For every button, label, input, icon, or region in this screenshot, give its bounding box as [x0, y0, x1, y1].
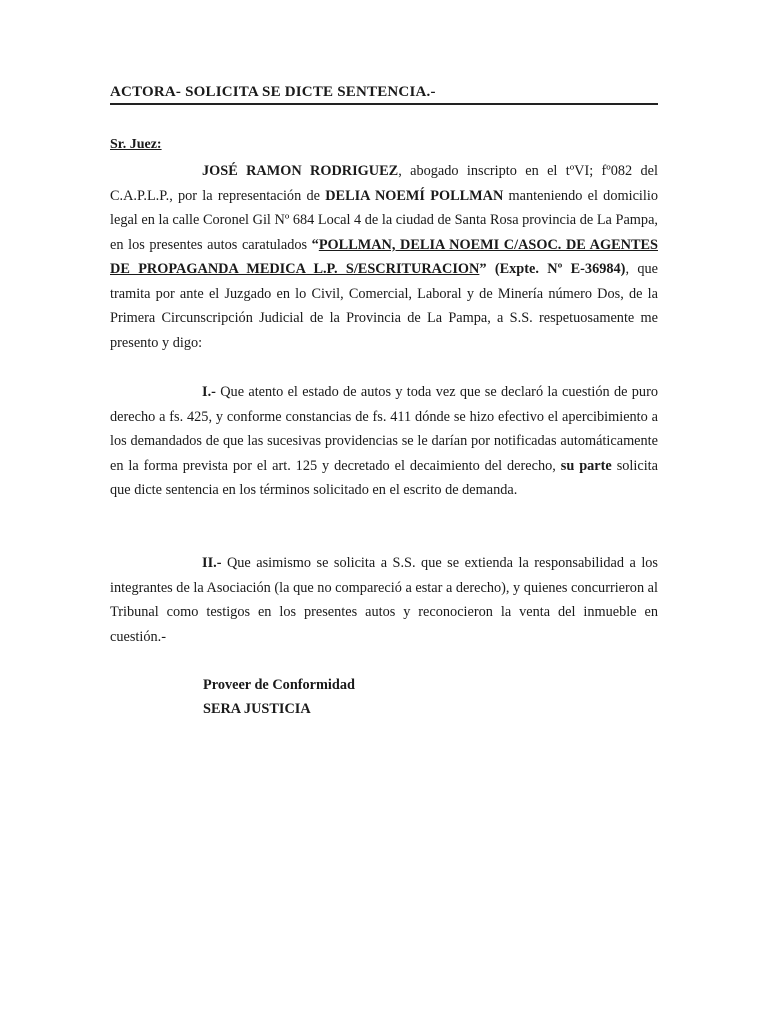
section-1-label: I.- — [202, 384, 216, 400]
intro-paragraph — [110, 159, 658, 355]
intro-text-3: , que tramita por ante el Juzgado en lo Civil, Comercial, Laboral y de Minería número Dos, de la Primera Circunscripción Judicial de la Provincia de La Pampa, a S.S. respetuosamente me presento y digo: — [110, 261, 658, 351]
closing-line-1: Proveer de Conformidad — [203, 677, 355, 693]
section-1-text-1: Que atento el estado de autos y toda vez que se declaró la cuestión de puro derecho a fs. 425, y conforme constancias de fs. 411 dónde se hizo efectivo el apercibimiento a los demandados de que las sucesivas providencias se le darían por notificadas automáticamente en la forma prevista por el art. 125 y decretado el decaimiento del derecho, — [110, 384, 658, 474]
section-2-text-1: Que asimismo se solicita a S.S. que se extienda la responsabilidad a los integrantes de la Asociación (la que no compareció a estar a derecho), y quienes concurrieron al Tribunal como testigos en los presentes autos y reconocieron la venta del inmueble en cuestión.- — [110, 555, 658, 645]
section-2-paragraph — [110, 551, 658, 649]
salutation: Sr. Juez: — [110, 137, 162, 152]
intro-text-1: , abogado inscripto en el tºVI; fº082 del C.A.P.L.P., por la representación de — [110, 163, 658, 204]
quote-open: “ — [311, 236, 319, 253]
section-1-text-2: solicita que dicte sentencia en los términos solicitado en el escrito de demanda. — [110, 457, 658, 498]
section-1-bold: su parte — [560, 457, 612, 474]
intro-text-2: manteniendo el domicilio legal en la calle Coronel Gil Nº 684 Local 4 de la ciudad de Santa Rosa provincia de La Pampa, en los presentes autos caratulados — [110, 187, 658, 253]
section-2-label: II.- — [202, 555, 222, 571]
lawyer-name: JOSÉ RAMON RODRIGUEZ — [202, 163, 399, 179]
closing-line-2: SERA JUSTICIA — [203, 701, 311, 717]
section-1-paragraph — [110, 380, 658, 503]
case-number: (Expte. Nº E-36984) — [486, 261, 626, 277]
case-title: POLLMAN, DELIA NOEMI C/ASOC. DE AGENTES DE PROPAGANDA MEDICA L.P. S/ESCRITURACION — [110, 236, 658, 277]
client-name: DELIA NOEMÍ POLLMAN — [325, 187, 504, 204]
quote-close: ” — [479, 261, 487, 277]
document-heading: ACTORA- SOLICITA SE DICTE SENTENCIA.- — [110, 84, 658, 105]
